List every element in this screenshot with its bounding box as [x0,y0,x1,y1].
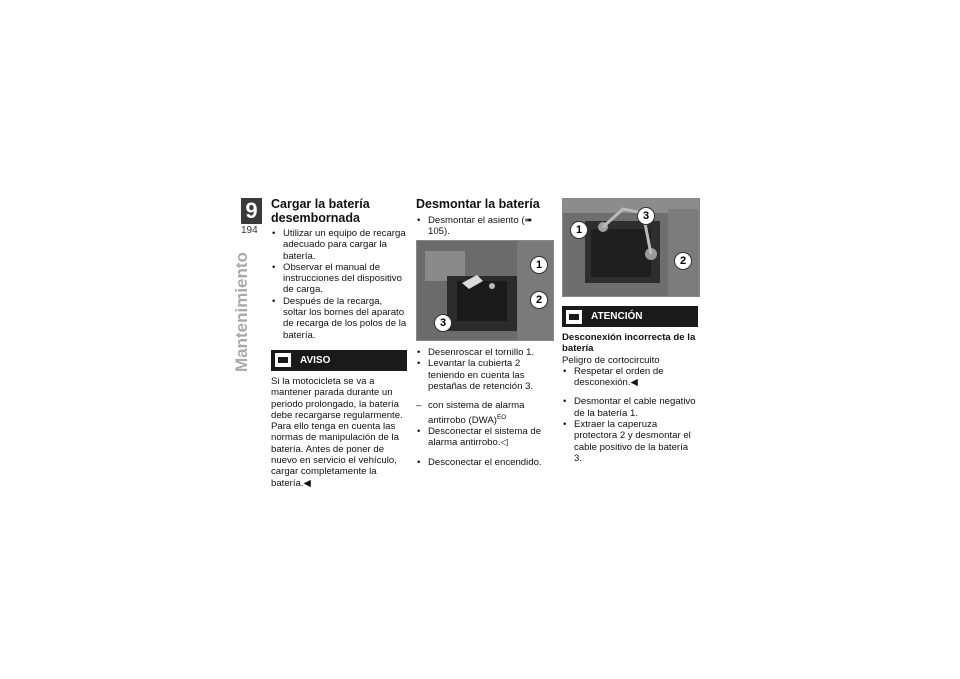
column-remove-battery [416,198,552,468]
list-item: • Desconectar el encendido. [416,457,552,468]
section-title-vertical: Mantenimiento [232,252,251,372]
list-item: • Desmontar el asiento (➠ 105). [416,215,552,238]
list-item: • Respetar el orden de desconexión.◀ [562,366,698,389]
list-item: • Desmontar el cable negativo de la batería 1. [562,396,698,419]
warning-banner [562,306,698,327]
callout-1: 1 [530,256,548,274]
warning-title: Desconexión incorrecta de la batería [562,332,696,355]
alarm-steps [416,400,552,448]
callout-3: 3 [434,314,452,332]
warning-icon [566,310,582,324]
warning-text: Peligro de cortocircuito [562,354,660,366]
seat-step-list [416,215,552,238]
battery-terminals-illustration [563,199,699,296]
page-number: 194 [241,225,258,236]
callout-3: 3 [637,207,655,225]
disconnect-steps [562,396,698,464]
remove-cover-steps [416,347,552,392]
column-disconnect-battery [562,198,698,464]
list-item: • Observar el manual de instrucciones del dispositivo de carga. [271,262,407,296]
warning-steps [562,366,698,389]
list-item: • Desconectar el sistema de alarma antirrobo.◁ [416,426,552,449]
list-item: – con sistema de alarma antirrobo (DWA)$^{EO}$ [416,400,552,426]
notice-label: AVISO [300,354,331,366]
notice-icon [275,353,291,367]
list-item: • Levantar la cubierta 2 teniendo en cuenta las pestañas de retención 3. [416,358,552,392]
list-item: • Desenroscar el tornillo 1. [416,347,552,358]
list-item: • Utilizar un equipo de recarga adecuado para cargar la batería. [271,228,407,262]
charge-steps-list [271,228,407,341]
callout-2: 2 [674,252,692,270]
list-item: • Después de la recarga, soltar los bornes del aparato de recarga de los polos de la batería. [271,296,407,341]
notice-text: Si la motocicleta se va a mantener parada durante un periodo prolongado, la batería debe recargarse regularmente. Para ello tenga en cuenta las normas de manipulación de la batería. Antes de poner de nuevo en servicio el vehículo, cargar completamente la batería.◀ [271,375,403,489]
ignition-steps [416,457,552,468]
chapter-number: 9 [241,198,262,224]
list-item: • Extraer la caperuza protectora 2 y desmontar el cable positivo de la batería 3. [562,419,698,464]
heading-remove-battery: Desmontar la batería [416,197,540,211]
warning-label: ATENCIÓN [591,310,643,322]
battery-terminals-photo [562,198,700,297]
heading-charge-battery: Cargar la batería desembornada [271,197,370,225]
notice-banner [271,350,407,371]
callout-2: 2 [530,291,548,309]
column-charge-battery [271,198,407,489]
callout-1: 1 [570,221,588,239]
battery-cover-photo [416,240,554,341]
